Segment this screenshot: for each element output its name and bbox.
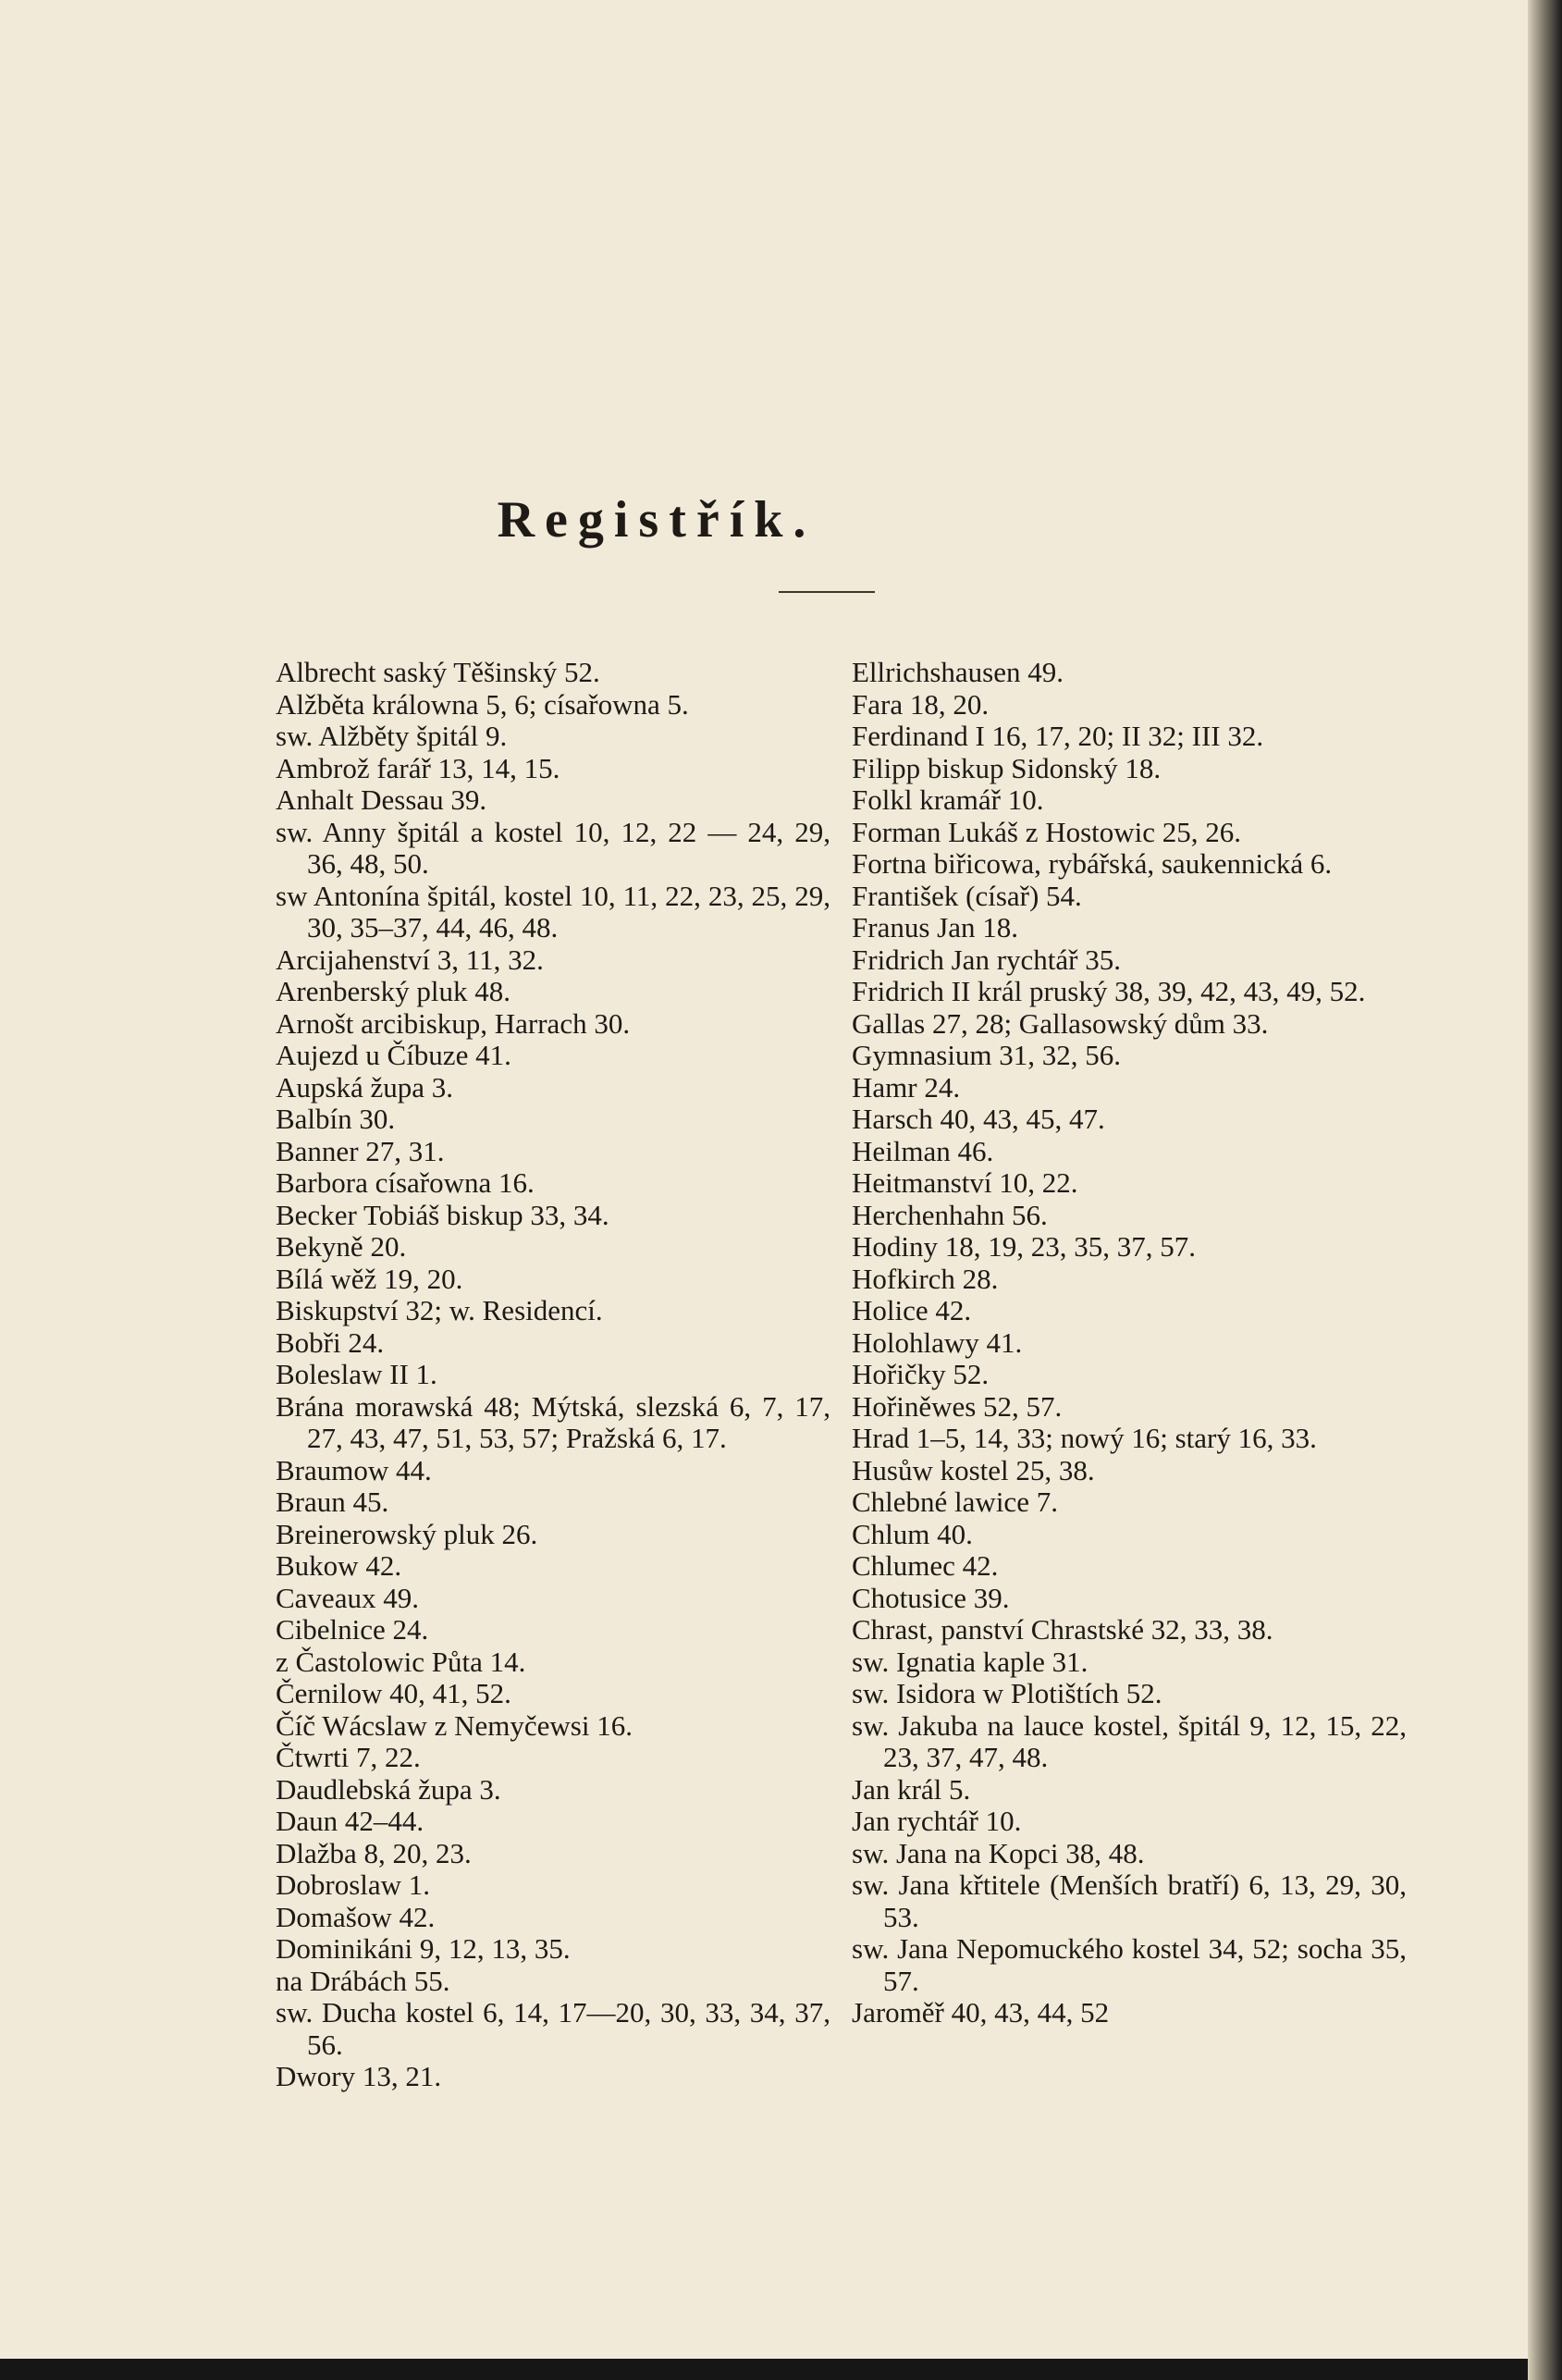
- index-entry: Číč Wácslaw z Nemyčewsi 16.: [276, 1708, 633, 1742]
- index-entry: Becker Tobiáš biskup 33, 34.: [276, 1198, 609, 1231]
- index-entry: Chotusice 39.: [852, 1581, 1010, 1614]
- index-entry: Herchenhahn 56.: [852, 1198, 1048, 1231]
- index-entry: Dobroslaw 1.: [276, 1868, 431, 1901]
- index-entry: Fara 18, 20.: [852, 687, 990, 721]
- index-entry: Daudlebská župa 3.: [276, 1772, 501, 1806]
- index-entry: Černilow 40, 41, 52.: [276, 1677, 511, 1709]
- index-entry: Gymnasium 31, 32, 56.: [852, 1039, 1122, 1071]
- index-entry: Fridrich Jan rychtář 35.: [852, 943, 1121, 976]
- index-entry: Hofkirch 28.: [852, 1262, 999, 1295]
- index-entry: Caveaux 49.: [276, 1581, 419, 1614]
- index-entry: sw. Anny špitál a kostel 10, 12, 22 — 24, 29, 36, 48, 50.: [276, 815, 830, 880]
- index-entry: Husůw kostel 25, 38.: [852, 1453, 1095, 1486]
- index-entry: Bílá wěž 19, 20.: [276, 1262, 463, 1295]
- index-entry: Banner 27, 31.: [276, 1134, 445, 1167]
- index-entry: Fridrich II král pruský 38, 39, 42, 43, 49, 52.: [852, 975, 1366, 1007]
- index-entry: Braun 45.: [276, 1486, 389, 1518]
- index-entry: Chlebné lawice 7.: [852, 1486, 1058, 1518]
- index-entry: Holice 42.: [852, 1294, 972, 1326]
- index-entry: Ellrichshausen 49.: [852, 656, 1064, 688]
- index-entry: sw. Jana Nepomuckého kostel 34, 52; socha 35, 57.: [852, 1932, 1407, 1997]
- index-entry: Chlumec 42.: [852, 1549, 999, 1582]
- index-entry: Anhalt Dessau 39.: [276, 783, 487, 816]
- scan-border: [0, 2359, 1528, 2380]
- page-title: Registřík.: [497, 491, 817, 549]
- index-column-left: [276, 657, 830, 2093]
- index-entry: Hrad 1–5, 14, 33; nowý 16; starý 16, 33.: [852, 1422, 1317, 1454]
- index-entry: Brána morawská 48; Mýtská, slezská 6, 7, 17, 27, 43, 47, 51, 53, 57; Pražská 6, 17.: [276, 1389, 830, 1454]
- index-entry: Boleslaw II 1.: [276, 1358, 437, 1390]
- index-entry: Filipp biskup Sidonský 18.: [852, 751, 1162, 784]
- index-entry: Aupská župa 3.: [276, 1070, 453, 1104]
- index-entry: Hořičky 52.: [852, 1358, 990, 1390]
- index-entry: Albrecht saský Těšinský 52.: [276, 656, 600, 688]
- index-entry: Daun 42–44.: [276, 1805, 424, 1837]
- index-entry: Heilman 46.: [852, 1134, 994, 1167]
- index-entry: Hořiněwes 52, 57.: [852, 1389, 1063, 1423]
- page-edge-shadow: [1528, 0, 1562, 2380]
- index-entry: Aujezd u Číbuze 41.: [276, 1039, 511, 1071]
- index-entry: sw. Jana na Kopci 38, 48.: [852, 1836, 1145, 1869]
- index-entry: Chlum 40.: [852, 1517, 973, 1550]
- index-entry: Forman Lukáš z Hostowic 25, 26.: [852, 815, 1242, 848]
- index-entry: sw Antonína špitál, kostel 10, 11, 22, 23, 25, 29, 30, 35–37, 44, 46, 48.: [276, 879, 830, 943]
- index-entry: sw. Alžběty špitál 9.: [276, 720, 508, 752]
- index-entry: Holohlawy 41.: [852, 1326, 1023, 1359]
- index-entry: na Drábách 55.: [276, 1964, 450, 1997]
- index-entry: Jaroměř 40, 43, 44, 52: [852, 1996, 1110, 2029]
- index-entry: Franus Jan 18.: [852, 911, 1018, 943]
- index-entry: Chrast, panství Chrastské 32, 33, 38.: [852, 1613, 1273, 1646]
- index-entry: Fortna biřicowa, rybářská, saukennická 6.: [852, 847, 1333, 880]
- index-entry: Bekyně 20.: [276, 1230, 407, 1263]
- index-entry: Domašow 42.: [276, 1900, 436, 1933]
- index-entry: Barbora císařowna 16.: [276, 1166, 535, 1199]
- index-entry: František (císař) 54.: [852, 879, 1082, 912]
- index-entry: Cibelnice 24.: [276, 1613, 429, 1646]
- index-entry: Jan král 5.: [852, 1772, 971, 1806]
- index-entry: Hamr 24.: [852, 1070, 961, 1104]
- index-entry: sw. Jakuba na lauce kostel, špitál 9, 12, 15, 22, 23, 37, 47, 48.: [852, 1708, 1407, 1773]
- index-column-right: [852, 657, 1407, 2029]
- index-entry: sw. Ignatia kaple 31.: [852, 1645, 1088, 1678]
- index-entry: Jan rychtář 10.: [852, 1805, 1022, 1837]
- index-entry: Arnošt arcibiskup, Harrach 30.: [276, 1006, 631, 1040]
- index-entry: Ambrož farář 13, 14, 15.: [276, 751, 560, 784]
- index-entry: Biskupství 32; w. Residencí.: [276, 1294, 603, 1326]
- index-entry: sw. Jana křtitele (Menších bratří) 6, 13, 29, 30, 53.: [852, 1868, 1407, 1933]
- index-entry: Čtwrti 7, 22.: [276, 1741, 421, 1773]
- index-entry: Arenberský pluk 48.: [276, 975, 510, 1007]
- index-entry: Heitmanství 10, 22.: [852, 1166, 1078, 1199]
- index-entry: Harsch 40, 43, 45, 47.: [852, 1103, 1105, 1135]
- index-entry: Dominikáni 9, 12, 13, 35.: [276, 1932, 571, 1965]
- index-entry: z Častolowic Půta 14.: [276, 1645, 526, 1678]
- index-entry: Arcijahenství 3, 11, 32.: [276, 943, 544, 976]
- index-entry: Folkl kramář 10.: [852, 783, 1044, 816]
- index-entry: Ferdinand I 16, 17, 20; II 32; III 32.: [852, 720, 1264, 752]
- index-entry: sw. Ducha kostel 6, 14, 17—20, 30, 33, 34, 37, 56.: [276, 1996, 830, 2061]
- index-entry: sw. Isidora w Plotištích 52.: [852, 1677, 1162, 1709]
- index-entry: Gallas 27, 28; Gallasowský dům 33.: [852, 1006, 1269, 1040]
- index-entry: Bobři 24.: [276, 1326, 385, 1359]
- index-entry: Dwory 13, 21.: [276, 2060, 442, 2092]
- index-entry: Breinerowský pluk 26.: [276, 1517, 538, 1550]
- title-divider: [779, 591, 875, 593]
- index-entry: Dlažba 8, 20, 23.: [276, 1836, 472, 1869]
- index-entry: Alžběta králowna 5, 6; císařowna 5.: [276, 687, 689, 721]
- index-entry: Balbín 30.: [276, 1103, 396, 1135]
- index-entry: Braumow 44.: [276, 1453, 432, 1486]
- index-entry: Bukow 42.: [276, 1549, 402, 1582]
- index-entry: Hodiny 18, 19, 23, 35, 37, 57.: [852, 1230, 1196, 1263]
